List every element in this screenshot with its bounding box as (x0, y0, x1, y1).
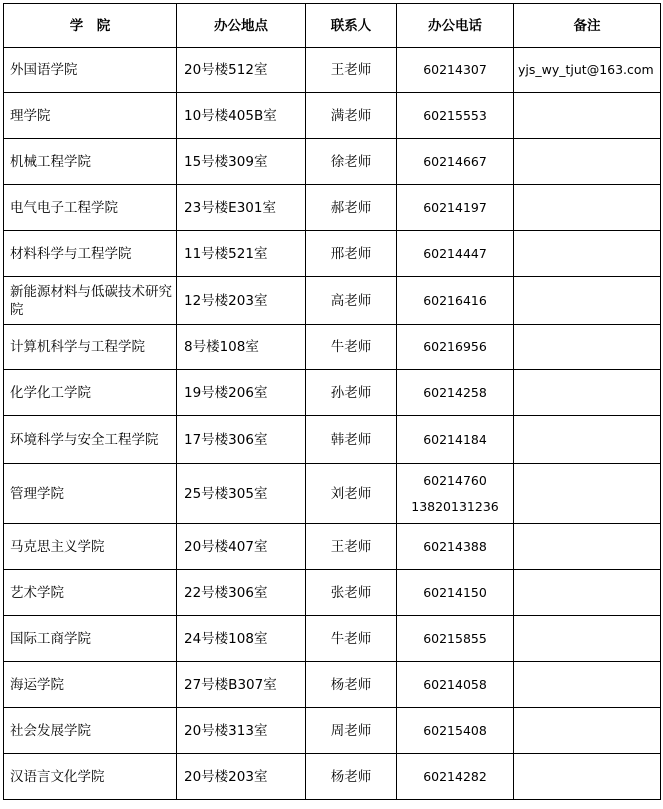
cell-college: 新能源材料与低碳技术研究院 (4, 277, 177, 325)
cell-college: 理学院 (4, 93, 177, 139)
header-contact: 联系人 (306, 4, 397, 48)
cell-phone: 60214058 (397, 662, 514, 708)
table-row (4, 48, 661, 93)
cell-phone: 60214258 (397, 370, 514, 416)
table-row (4, 464, 661, 524)
cell-contact: 牛老师 (306, 325, 397, 370)
cell-note (514, 754, 661, 800)
cell-note (514, 231, 661, 277)
cell-college: 社会发展学院 (4, 708, 177, 754)
cell-college: 海运学院 (4, 662, 177, 708)
cell-contact: 杨老师 (306, 754, 397, 800)
table-row (4, 708, 661, 754)
cell-contact: 郝老师 (306, 185, 397, 231)
cell-college: 电气电子工程学院 (4, 185, 177, 231)
cell-location: 11号楼521室 (177, 231, 306, 277)
cell-location: 24号楼108室 (177, 616, 306, 662)
cell-note (514, 616, 661, 662)
cell-location: 22号楼306室 (177, 570, 306, 616)
cell-phone: 60216956 (397, 325, 514, 370)
phone-secondary: 13820131236 (411, 498, 499, 514)
table-row (4, 416, 661, 464)
cell-note (514, 325, 661, 370)
cell-phone: 60214150 (397, 570, 514, 616)
phone-primary: 60214760 (423, 472, 487, 488)
cell-contact: 满老师 (306, 93, 397, 139)
cell-location: 8号楼108室 (177, 325, 306, 370)
cell-location: 20号楼313室 (177, 708, 306, 754)
cell-note (514, 464, 661, 524)
cell-note (514, 277, 661, 325)
table-row (4, 570, 661, 616)
cell-phone: 60214282 (397, 754, 514, 800)
cell-contact: 周老师 (306, 708, 397, 754)
cell-college: 计算机科学与工程学院 (4, 325, 177, 370)
cell-phone: 60214184 (397, 416, 514, 464)
cell-note (514, 662, 661, 708)
cell-phone: 60214667 (397, 139, 514, 185)
cell-note (514, 185, 661, 231)
cell-contact: 高老师 (306, 277, 397, 325)
cell-contact: 刘老师 (306, 464, 397, 524)
table-row (4, 370, 661, 416)
cell-contact: 邢老师 (306, 231, 397, 277)
table-row (4, 277, 661, 325)
table-row (4, 662, 661, 708)
cell-contact: 徐老师 (306, 139, 397, 185)
cell-contact: 王老师 (306, 524, 397, 570)
cell-note (514, 370, 661, 416)
table-row (4, 93, 661, 139)
cell-contact: 韩老师 (306, 416, 397, 464)
cell-college: 管理学院 (4, 464, 177, 524)
cell-location: 10号楼405B室 (177, 93, 306, 139)
cell-phone: 60215553 (397, 93, 514, 139)
table-header-row (4, 4, 661, 48)
cell-contact: 王老师 (306, 48, 397, 93)
cell-contact: 牛老师 (306, 616, 397, 662)
table-row (4, 325, 661, 370)
cell-note: yjs_wy_tjut@163.com (514, 48, 661, 93)
table-row (4, 754, 661, 800)
cell-location: 20号楼512室 (177, 48, 306, 93)
table-row (4, 616, 661, 662)
cell-note (514, 524, 661, 570)
cell-location: 17号楼306室 (177, 416, 306, 464)
cell-college: 国际工商学院 (4, 616, 177, 662)
table-row (4, 139, 661, 185)
cell-college: 外国语学院 (4, 48, 177, 93)
cell-contact: 杨老师 (306, 662, 397, 708)
cell-location: 25号楼305室 (177, 464, 306, 524)
table-body (4, 48, 661, 800)
cell-location: 27号楼B307室 (177, 662, 306, 708)
cell-college: 机械工程学院 (4, 139, 177, 185)
table-row (4, 524, 661, 570)
cell-phone: 60216416 (397, 277, 514, 325)
table-row (4, 231, 661, 277)
cell-phone: 60214307 (397, 48, 514, 93)
cell-note (514, 416, 661, 464)
cell-phone: 60214447 (397, 231, 514, 277)
cell-location: 12号楼203室 (177, 277, 306, 325)
cell-location: 15号楼309室 (177, 139, 306, 185)
cell-contact: 张老师 (306, 570, 397, 616)
header-location: 办公地点 (177, 4, 306, 48)
cell-phone: 60214197 (397, 185, 514, 231)
cell-college: 材料科学与工程学院 (4, 231, 177, 277)
cell-location: 20号楼407室 (177, 524, 306, 570)
header-college: 学 院 (4, 4, 177, 48)
cell-note (514, 93, 661, 139)
cell-phone (397, 464, 514, 524)
cell-phone: 60215855 (397, 616, 514, 662)
cell-note (514, 708, 661, 754)
cell-college: 汉语言文化学院 (4, 754, 177, 800)
cell-contact: 孙老师 (306, 370, 397, 416)
cell-location: 19号楼206室 (177, 370, 306, 416)
cell-college: 艺术学院 (4, 570, 177, 616)
header-phone: 办公电话 (397, 4, 514, 48)
cell-college: 环境科学与安全工程学院 (4, 416, 177, 464)
cell-college: 马克思主义学院 (4, 524, 177, 570)
college-contact-table (3, 3, 661, 800)
cell-location: 20号楼203室 (177, 754, 306, 800)
cell-note (514, 570, 661, 616)
cell-location: 23号楼E301室 (177, 185, 306, 231)
cell-phone: 60215408 (397, 708, 514, 754)
header-note: 备注 (514, 4, 661, 48)
table-row (4, 185, 661, 231)
cell-phone: 60214388 (397, 524, 514, 570)
cell-note (514, 139, 661, 185)
cell-college: 化学化工学院 (4, 370, 177, 416)
